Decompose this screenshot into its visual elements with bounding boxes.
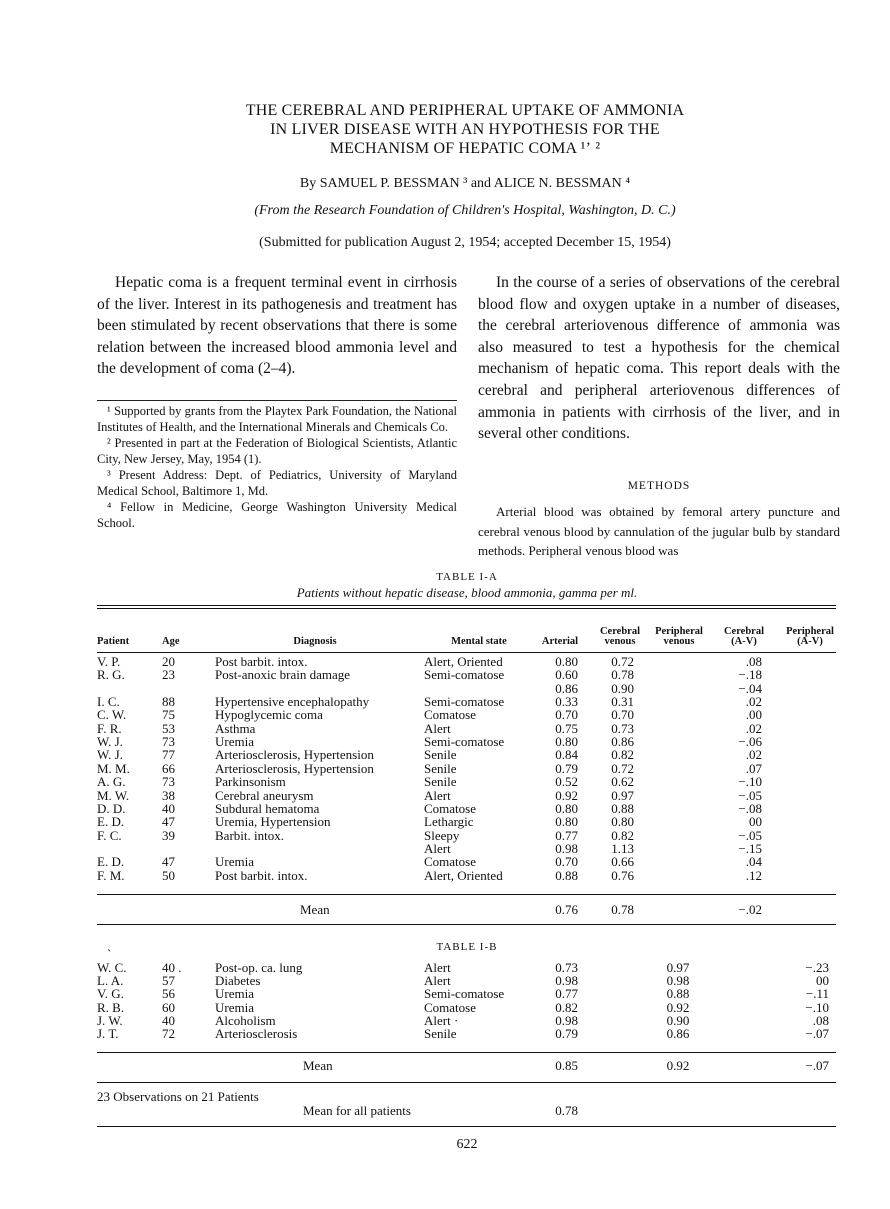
diagnosis-cell: Arteriosclerosis, Hypertension (215, 747, 374, 763)
cerebral-av-cell: .08 (745, 654, 762, 669)
cerebral-venous-cell: 0.80 (611, 814, 634, 830)
patient-cell: W. C. (97, 960, 127, 975)
arterial-cell: 0.84 (555, 747, 578, 763)
cerebral-av-cell: −.15 (738, 840, 762, 856)
stray-mark: ˎ (107, 937, 112, 952)
patient-cell: E. D. (97, 854, 125, 870)
mental-state-cell: Alert · (424, 1012, 459, 1028)
mean-cerebral-venous-a: 0.78 (611, 902, 634, 917)
patient-cell: W. J. (97, 747, 123, 763)
diagnosis-cell: Subdural hematoma (215, 800, 320, 816)
mean-peripheral-av-b: −.07 (805, 1058, 829, 1073)
age-cell: 56 (162, 986, 175, 1002)
peripheral-av-cell: 00 (816, 973, 829, 989)
patient-cell: V. G. (97, 986, 124, 1002)
mental-state-cell: Comatose (424, 999, 476, 1015)
table-caption: Patients without hepatic disease, blood ammonia, gamma per ml. (296, 585, 638, 600)
diagnosis-cell: Post-anoxic brain damage (215, 667, 351, 683)
cerebral-av-cell: .02 (745, 720, 762, 736)
diagnosis-cell: Post barbit. intox. (215, 654, 308, 669)
patient-cell: D. D. (97, 800, 126, 816)
mean-label-b: Mean (303, 1058, 333, 1073)
mean-arterial-b: 0.85 (555, 1058, 578, 1073)
submission-dates: (Submitted for publication August 2, 1954; accepted December 15, 1954) (259, 235, 671, 250)
mean-rule-b (97, 1052, 836, 1053)
footnote-4: ⁴ Fellow in Medicine, George Washington University Medical School. (97, 500, 457, 530)
cerebral-venous-cell: 1.13 (611, 840, 634, 856)
cerebral-venous-cell: 0.97 (611, 787, 634, 803)
age-cell: 38 (162, 787, 175, 803)
mean-all-label: Mean for all patients (303, 1103, 411, 1118)
cerebral-venous-cell: 0.88 (611, 800, 634, 816)
mean-arterial-a: 0.76 (555, 902, 578, 917)
patient-cell: F. C. (97, 827, 122, 843)
cerebral-av-cell: .12 (745, 867, 762, 883)
footnotes (97, 400, 457, 532)
arterial-cell: 0.82 (555, 999, 578, 1015)
cerebral-venous-cell: 0.82 (611, 747, 634, 763)
age-cell: 66 (162, 760, 175, 776)
cerebral-venous-cell: 0.70 (611, 707, 634, 723)
cerebral-av-cell: 00 (749, 814, 762, 830)
diagnosis-cell: Post-op. ca. lung (215, 960, 303, 975)
column-header-age: Age (162, 636, 180, 647)
patient-cell: E. D. (97, 814, 125, 830)
mental-state-cell: Lethargic (424, 814, 474, 830)
age-cell: 40 (162, 800, 175, 816)
peripheral-venous-cell: 0.86 (666, 1026, 690, 1041)
footnote-3: ³ Present Address: Dept. of Pediatrics, University of Maryland Medical School, Baltimore 1, Md. (97, 468, 457, 498)
age-cell: 40 (162, 1012, 175, 1028)
affiliation: (From the Research Foundation of Children's Hospital, Washington, D. C.) (254, 203, 676, 218)
intro-text: Hepatic coma is a frequent terminal event in cirrhosis of the liver. Interest in its pathogenesis and treatment has been stimulated by recent observations that there is some relation between the increased blood ammonia level and the development of coma (2–4). (97, 274, 457, 378)
diagnosis-cell: Hypertensive encephalopathy (215, 694, 370, 710)
mental-state-cell: Alert (424, 960, 451, 975)
peripheral-venous-cell: 0.92 (666, 999, 690, 1015)
patient-cell: F. R. (97, 720, 122, 736)
cerebral-venous-cell: 0.73 (611, 720, 634, 736)
diagnosis-cell: Cerebral aneurysm (215, 787, 314, 803)
diagnosis-cell: Uremia, Hypertension (215, 814, 331, 830)
arterial-cell: 0.52 (555, 774, 578, 790)
age-cell: 40 . (162, 960, 182, 975)
arterial-cell: 0.80 (555, 800, 578, 816)
cerebral-venous-cell: 0.82 (611, 827, 634, 843)
column-header-pven: Peripheral venous (655, 626, 703, 647)
arterial-cell: 0.80 (555, 814, 578, 830)
mental-state-cell: Senile (424, 1026, 457, 1041)
mental-state-cell: Sleepy (424, 827, 460, 843)
diagnosis-cell: Uremia (215, 734, 254, 750)
table-top-rule-2 (97, 608, 836, 609)
column-header-diag: Diagnosis (293, 636, 337, 647)
table-bottom-rule (97, 1126, 836, 1127)
diagnosis-cell: Arteriosclerosis, Hypertension (215, 760, 374, 776)
diagnosis-cell: Diabetes (215, 973, 261, 989)
column-header-cav: Cerebral (A-V) (723, 626, 765, 647)
age-cell: 72 (162, 1026, 175, 1041)
patient-cell: F. M. (97, 867, 125, 883)
peripheral-venous-cell: 0.98 (666, 973, 690, 989)
diagnosis-cell: Alcoholism (215, 1012, 276, 1028)
mean-peripheral-venous-b: 0.92 (666, 1058, 690, 1073)
diagnosis-cell: Parkinsonism (215, 774, 286, 790)
cerebral-av-cell: −.04 (738, 680, 762, 696)
end-rule-a (97, 924, 836, 925)
mental-state-cell: Alert, Oriented (424, 654, 503, 669)
table-ib-title: TABLE I-B (436, 941, 498, 953)
arterial-cell: 0.79 (555, 760, 578, 776)
peripheral-venous-cell: 0.90 (666, 1012, 690, 1028)
age-cell: 23 (162, 667, 175, 683)
patient-cell: M. M. (97, 760, 130, 776)
arterial-cell: 0.98 (555, 1012, 578, 1028)
diagnosis-cell: Hypoglycemic coma (215, 707, 323, 723)
cerebral-venous-cell: 0.78 (611, 667, 634, 683)
mental-state-cell: Alert (424, 973, 451, 989)
arterial-cell: 0.92 (555, 787, 578, 803)
diagnosis-cell: Arteriosclerosis (215, 1026, 298, 1041)
arterial-cell: 0.80 (555, 654, 578, 669)
patient-cell: J. T. (97, 1026, 119, 1041)
column-header-mental: Mental state (451, 636, 507, 647)
column-header-art: Arterial (541, 636, 579, 647)
arterial-cell: 0.60 (555, 667, 578, 683)
patient-cell: C. W. (97, 707, 127, 723)
right-column-paragraph (478, 272, 840, 445)
peripheral-av-cell: −.23 (805, 960, 829, 975)
cerebral-venous-cell: 0.86 (611, 734, 634, 750)
age-cell: 73 (162, 774, 175, 790)
diagnosis-cell: Uremia (215, 999, 254, 1015)
mental-state-cell: Senile (424, 760, 457, 776)
intro-paragraph (97, 272, 457, 380)
cerebral-av-cell: −.06 (738, 734, 762, 750)
peripheral-venous-cell: 0.97 (666, 960, 690, 975)
mental-state-cell: Comatose (424, 854, 476, 870)
observations-note: 23 Observations on 21 Patients (97, 1089, 259, 1104)
age-cell: 60 (162, 999, 175, 1015)
patient-cell: A. G. (97, 774, 126, 790)
age-cell: 50 (162, 867, 175, 883)
patient-cell: R. B. (97, 999, 125, 1015)
peripheral-venous-cell: 0.88 (666, 986, 690, 1002)
age-cell: 20 (162, 654, 175, 669)
authors: By SAMUEL P. BESSMAN ³ and ALICE N. BESSMAN ⁴ (299, 176, 631, 191)
diagnosis-cell: Uremia (215, 986, 254, 1002)
age-cell: 77 (162, 747, 175, 763)
arterial-cell: 0.33 (555, 694, 578, 710)
mental-state-cell: Alert (424, 720, 451, 736)
footnote-1: ¹ Supported by grants from the Playtex Park Foundation, the National Institutes of Health, and the International Minerals and Chemicals Co. (97, 404, 457, 434)
page-number: 622 (456, 1137, 478, 1152)
mental-state-cell: Alert, Oriented (424, 867, 503, 883)
mental-state-cell: Comatose (424, 707, 476, 723)
mental-state-cell: Senile (424, 774, 457, 790)
arterial-cell: 0.70 (555, 854, 578, 870)
patient-cell: M. W. (97, 787, 130, 803)
age-cell: 73 (162, 734, 175, 750)
cerebral-av-cell: .00 (745, 707, 762, 723)
age-cell: 75 (162, 707, 175, 723)
cerebral-av-cell: .02 (745, 694, 762, 710)
patient-cell: L. A. (97, 973, 124, 989)
age-cell: 57 (162, 973, 175, 989)
cerebral-venous-cell: 0.62 (611, 774, 634, 790)
mental-state-cell: Senile (424, 747, 457, 763)
mental-state-cell: Alert (424, 787, 451, 803)
diagnosis-cell: Asthma (215, 720, 256, 736)
arterial-cell: 0.80 (555, 734, 578, 750)
diagnosis-cell: Uremia (215, 854, 254, 870)
diagnosis-cell: Post barbit. intox. (215, 867, 308, 883)
title-line: THE CEREBRAL AND PERIPHERAL UPTAKE OF AMMONIA (245, 102, 685, 119)
cerebral-av-cell: −.08 (738, 800, 762, 816)
cerebral-av-cell: .02 (745, 747, 762, 763)
cerebral-av-cell: −.10 (738, 774, 762, 790)
right-paragraph-text: In the course of a series of observations of the cerebral blood flow and oxygen uptake in a number of diseases, the cerebral arteriovenous difference of ammonia was also measured to test a hypothesis for the chemical mechanism of hepatic coma. This report deals with the cerebral and peripheral arteriovenous differences of ammonia in patients with cirrhosis of the liver, and in several other conditions. (478, 274, 840, 443)
cerebral-venous-cell: 0.72 (611, 654, 634, 669)
patient-cell: R. G. (97, 667, 125, 683)
age-cell: 53 (162, 720, 175, 736)
methods-heading: METHODS (627, 480, 691, 492)
cerebral-venous-cell: 0.72 (611, 760, 634, 776)
article-title (150, 101, 780, 158)
cerebral-venous-cell: 0.90 (611, 680, 634, 696)
arterial-cell: 0.86 (555, 680, 578, 696)
age-cell: 39 (162, 827, 175, 843)
cerebral-venous-cell: 0.76 (611, 867, 634, 883)
peripheral-av-cell: −.07 (805, 1026, 829, 1041)
age-cell: 47 (162, 854, 175, 870)
table-top-rule (97, 605, 836, 606)
methods-text (478, 502, 840, 561)
arterial-cell: 0.73 (555, 960, 578, 975)
footnote-2: ² Presented in part at the Federation of Biological Scientists, Atlantic City, New Jersey, May, 1954 (1). (97, 436, 457, 466)
arterial-cell: 0.88 (555, 867, 578, 883)
age-cell: 88 (162, 694, 175, 710)
cerebral-av-cell: −.05 (738, 787, 762, 803)
cerebral-av-cell: .04 (745, 854, 762, 870)
mental-state-cell: Semi-comatose (424, 734, 505, 750)
mean-rule-a (97, 894, 836, 895)
cerebral-av-cell: −.18 (738, 667, 762, 683)
arterial-cell: 0.98 (555, 973, 578, 989)
mean-label-a: Mean (300, 902, 330, 917)
mean-cerebral-av-a: −.02 (738, 902, 762, 917)
patient-cell: J. W. (97, 1012, 123, 1028)
cerebral-av-cell: .07 (745, 760, 762, 776)
column-header-cven: Cerebral venous (599, 626, 641, 647)
arterial-cell: 0.77 (555, 986, 578, 1002)
header-rule (97, 652, 836, 653)
cerebral-venous-cell: 0.31 (611, 694, 634, 710)
arterial-cell: 0.77 (555, 827, 578, 843)
title-line: IN LIVER DISEASE WITH AN HYPOTHESIS FOR THE (270, 121, 660, 138)
peripheral-av-cell: −.10 (805, 999, 829, 1015)
column-header-patient: Patient (97, 636, 130, 647)
end-rule-b (97, 1082, 836, 1083)
mean-all-arterial: 0.78 (555, 1103, 578, 1118)
cerebral-av-cell: −.05 (738, 827, 762, 843)
mental-state-cell: Comatose (424, 800, 476, 816)
methods-paragraph: Arterial blood was obtained by femoral artery puncture and cerebral venous blood by cannulation of the jugular bulb by standard methods. Peripheral venous blood was (478, 504, 840, 558)
title-line: MECHANISM OF HEPATIC COMA ¹ʼ ² (329, 140, 601, 157)
peripheral-av-cell: −.11 (805, 986, 829, 1002)
patient-cell: V. P. (97, 654, 121, 669)
age-cell: 47 (162, 814, 175, 830)
peripheral-av-cell: .08 (812, 1012, 829, 1028)
arterial-cell: 0.75 (555, 720, 578, 736)
arterial-cell: 0.98 (555, 840, 578, 856)
column-header-pav: Peripheral (A-V) (786, 626, 834, 647)
table-ia-title: TABLE I-A (436, 571, 498, 583)
arterial-cell: 0.79 (555, 1026, 578, 1041)
mental-state-cell: Semi-comatose (424, 986, 505, 1002)
arterial-cell: 0.70 (555, 707, 578, 723)
mental-state-cell: Semi-comatose (424, 667, 505, 683)
cerebral-venous-cell: 0.66 (611, 854, 634, 870)
mental-state-cell: Semi-comatose (424, 694, 505, 710)
mental-state-cell: Alert (424, 840, 451, 856)
diagnosis-cell: Barbit. intox. (215, 827, 284, 843)
patient-cell: I. C. (97, 694, 120, 710)
patient-cell: W. J. (97, 734, 123, 750)
